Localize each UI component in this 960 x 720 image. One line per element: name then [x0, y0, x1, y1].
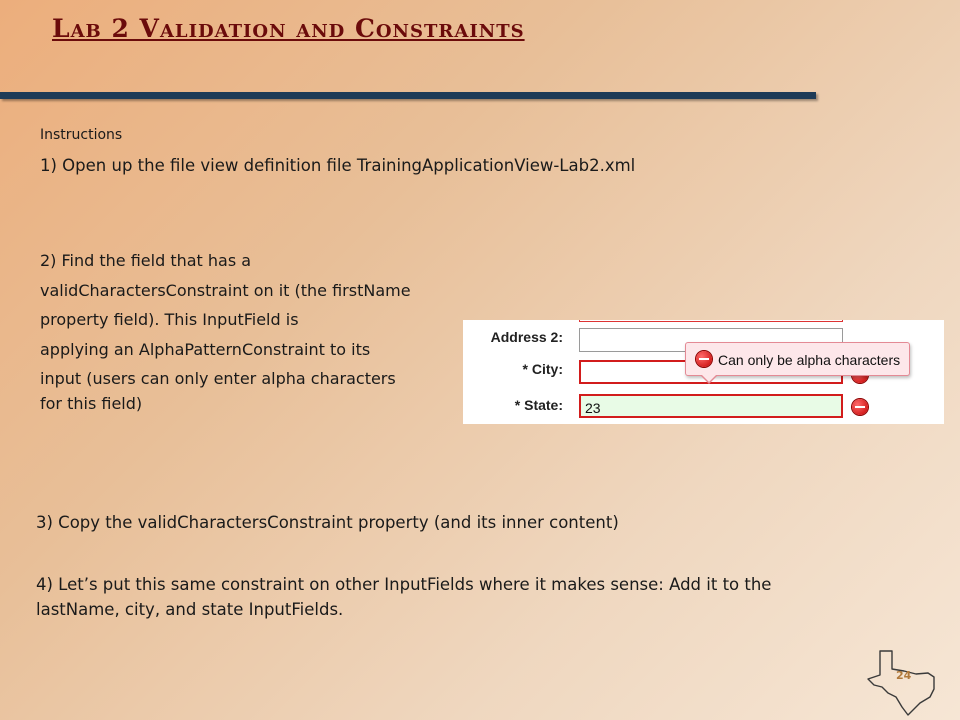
- tooltip-arrow: [700, 375, 718, 384]
- page-number: 24: [896, 669, 912, 682]
- error-icon: [852, 399, 868, 415]
- step-3: 3) Copy the validCharactersConstraint property (and its inner content): [36, 513, 619, 532]
- tooltip-message: Can only be alpha characters: [718, 352, 901, 368]
- title-divider: [0, 92, 816, 101]
- instructions-heading: Instructions: [40, 127, 123, 143]
- state-label: * State:: [514, 397, 563, 413]
- step-2-line: property field). This InputField is: [40, 310, 299, 329]
- step-2: [40, 246, 470, 413]
- form-screenshot: [463, 320, 944, 424]
- step-2-line: validCharactersConstraint on it (the firstName: [40, 280, 411, 300]
- slide-title: Lab 2 Validation and Constraints: [52, 14, 525, 43]
- title-divider-bar: [0, 92, 816, 99]
- step-1: 1) Open up the file view definition file TrainingApplicationView-Lab2.xml: [40, 156, 636, 175]
- previous-field[interactable]: [579, 320, 843, 322]
- step-2-line: for this field): [40, 393, 143, 413]
- city-label: * City:: [522, 361, 563, 377]
- error-icon: [696, 351, 712, 367]
- step-2-line: input (users can only enter alpha characters: [40, 369, 396, 388]
- step-4: 4) Let’s put this same constraint on other InputFields where it makes sense: Add it to the lastName, city, and state InputFields.: [36, 575, 772, 619]
- state-field[interactable]: 23: [579, 394, 843, 418]
- address2-label: Address 2:: [490, 329, 563, 345]
- step-2-line: 2) Find the field that has a: [40, 251, 252, 270]
- step-2-line: applying an AlphaPatternConstraint to its: [40, 339, 371, 359]
- texas-outline-icon: [862, 647, 942, 717]
- validation-tooltip: [685, 342, 910, 376]
